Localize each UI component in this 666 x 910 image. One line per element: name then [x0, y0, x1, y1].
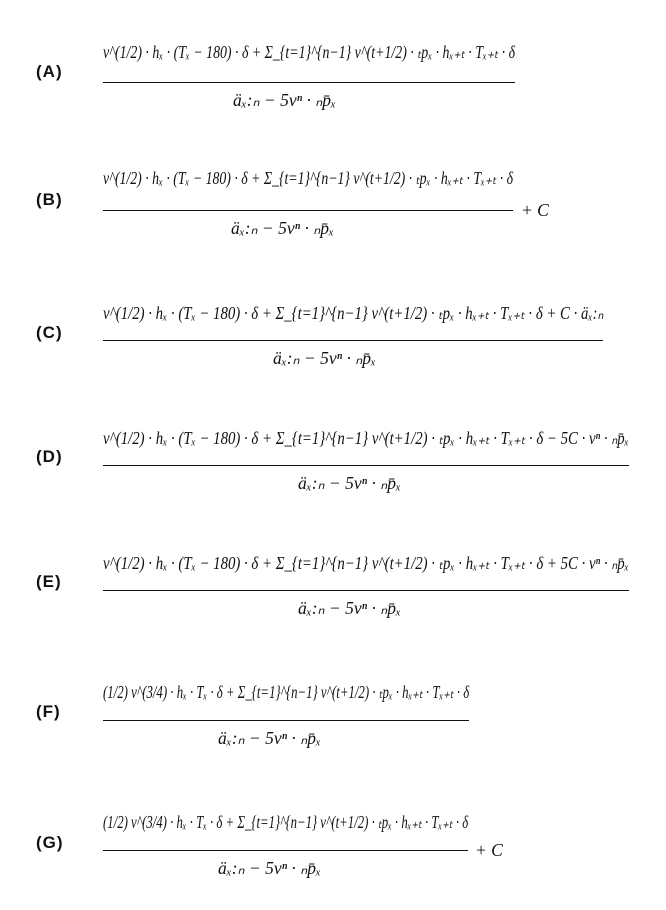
fraction-bar	[103, 590, 629, 591]
fraction	[103, 150, 549, 245]
option-g	[0, 790, 666, 890]
plus-c: + C	[521, 200, 549, 220]
numerator: v^(1/2) · hₓ · (Tₓ − 180) · δ + Σ_{t=1}^{n−1} v^(t+1/2) · ₜpₓ · hₓ₊ₜ · Tₓ₊ₜ · δ − 5C · vⁿ · ₙp̄ₓ	[103, 428, 629, 448]
option-label: (B)	[36, 190, 63, 209]
plus-c: + C	[475, 840, 503, 860]
numerator: v^(1/2) · hₓ · (Tₓ − 180) · δ + Σ_{t=1}^{n−1} v^(t+1/2) · ₜpₓ · hₓ₊ₜ · Tₓ₊ₜ · δ + C · äₓ:ₙ	[103, 303, 604, 323]
numerator: v^(1/2) · hₓ · (Tₓ − 180) · δ + Σ_{t=1}^{n−1} v^(t+1/2) · ₜpₓ · hₓ₊ₜ · Tₓ₊ₜ · δ	[103, 42, 516, 62]
numerator: (1/2) v^(3/4) · hₓ · Tₓ · δ + Σ_{t=1}^{n−1} v^(t+1/2) · ₜpₓ · hₓ₊ₜ · Tₓ₊ₜ · δ	[103, 682, 470, 702]
option-d	[0, 410, 666, 500]
option-label: (G)	[36, 833, 64, 852]
option-b	[0, 150, 666, 245]
option-f	[0, 660, 666, 755]
numerator: v^(1/2) · hₓ · (Tₓ − 180) · δ + Σ_{t=1}^{n−1} v^(t+1/2) · ₜpₓ · hₓ₊ₜ · Tₓ₊ₜ · δ + 5C · vⁿ · ₙp̄ₓ	[103, 553, 629, 573]
option-label: (C)	[36, 323, 63, 342]
option-label: (D)	[36, 447, 63, 466]
denominator: äₓ:ₙ − 5vⁿ · ₙp̄ₓ	[218, 728, 321, 748]
option-e	[0, 535, 666, 630]
fraction-bar	[103, 720, 469, 721]
fraction-bar	[103, 850, 468, 851]
fraction-bar	[103, 210, 513, 211]
option-label: (E)	[36, 572, 62, 591]
option-label: (A)	[36, 62, 63, 81]
numerator: v^(1/2) · hₓ · (Tₓ − 180) · δ + Σ_{t=1}^{n−1} v^(t+1/2) · ₜpₓ · hₓ₊ₜ · Tₓ₊ₜ · δ	[103, 168, 514, 188]
fraction-bar	[103, 465, 629, 466]
option-a	[0, 30, 666, 120]
denominator: äₓ:ₙ − 5vⁿ · ₙp̄ₓ	[298, 473, 401, 493]
fraction	[103, 285, 603, 380]
option-c	[0, 285, 666, 380]
option-label: (F)	[36, 702, 61, 721]
fraction	[103, 790, 503, 890]
denominator: äₓ:ₙ − 5vⁿ · ₙp̄ₓ	[231, 218, 334, 238]
fraction	[103, 660, 469, 755]
denominator: äₓ:ₙ − 5vⁿ · ₙp̄ₓ	[298, 598, 401, 618]
fraction	[103, 410, 629, 500]
denominator: äₓ:ₙ − 5vⁿ · ₙp̄ₓ	[273, 348, 376, 368]
denominator: äₓ:ₙ − 5vⁿ · ₙp̄ₓ	[218, 858, 321, 878]
fraction	[103, 535, 629, 630]
denominator: äₓ:ₙ − 5vⁿ · ₙp̄ₓ	[233, 90, 336, 110]
numerator: (1/2) v^(3/4) · hₓ · Tₓ · δ + Σ_{t=1}^{n−1} v^(t+1/2) · ₜpₓ · hₓ₊ₜ · Tₓ₊ₜ · δ	[103, 812, 469, 832]
fraction-bar	[103, 82, 515, 83]
fraction-bar	[103, 340, 603, 341]
fraction	[103, 30, 515, 120]
